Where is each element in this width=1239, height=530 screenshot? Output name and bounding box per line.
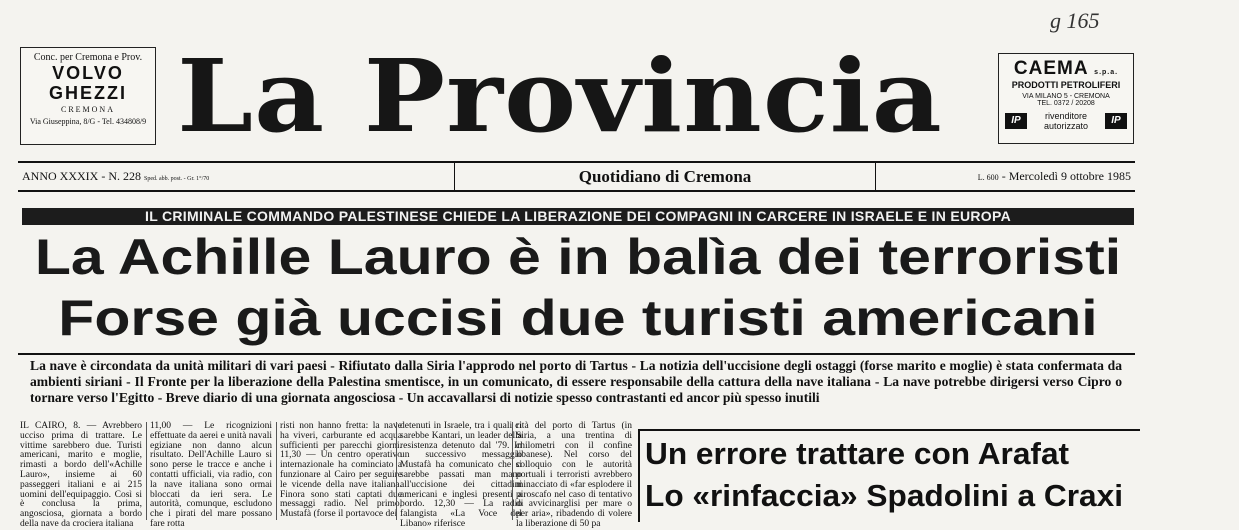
article-column-1: IL CAIRO, 8. — Avrebbero ucciso prima di trattare. Le vittime sarebbero due. Turisti americani, marito e moglie, rimasti a bordo dell'«Achille Lauro», insieme ai 60 passeggeri italiani e ai 215 uomini dell'equipaggio. Così si è conclusa la prima, angosciosa, giornata a bordo della nave da crociera italiana (20, 421, 142, 529)
caema-ad (998, 53, 1134, 144)
masthead-bar (18, 161, 1135, 192)
handwritten-note: g 165 (1050, 8, 1100, 33)
column-divider (396, 422, 397, 520)
ad-brand-ghezzi: GHEZZI (49, 83, 127, 103)
caema-dealer-row (999, 107, 1133, 131)
main-headline-1: La Achille Lauro è in balìa dei terroristi (34, 229, 1122, 285)
ad-address: Via Giuseppina, 8/G - Tel. 434808/9 (29, 117, 147, 126)
caema-subtitle: PRODOTTI PETROLIFERI (1011, 80, 1121, 90)
kicker-banner: IL CRIMINALE COMMANDO PALESTINESE CHIEDE LA LIBERAZIONE DEI COMPAGNI IN CARCERE IN ISRAELE E IN EUROPA (22, 208, 1134, 225)
side-headline-2: Lo «rinfaccia» Spadolini a Craxi (645, 478, 1123, 513)
ad-city: CREMONA (60, 105, 115, 114)
ad-brand-volvo: VOLVO (52, 63, 124, 83)
article-column-5: rità del porto di Tartus (in Siria, a una trentina di chilometri con il confine libanese). Nel corso del colloquio con le autorità portuali i terroristi avrebbero minacciato di «far esplodere il piroscafo nel caso di tentativo di avvicinarglisi per mare o per aria», ribadendo di volere la liberazione di 50 pa (516, 421, 632, 529)
caema-address: VIA MILANO 5 - CREMONA (1022, 93, 1110, 100)
main-headline-2: Forse già uccisi due turisti americani (58, 290, 1098, 346)
price-date: L. 600 - Mercoledì 9 ottobre 1985 (977, 169, 1131, 183)
ad-dealer-line: Conc. per Cremona e Prov. (33, 52, 143, 63)
caema-phone: TEL. 0372 / 20208 (1037, 100, 1095, 107)
column-divider (276, 422, 277, 520)
article-column-4: detenuti in Israele, tra i quali ci sarebbe Kantari, un leader della resistenza detenuto dal '79. In un successivo messaggio Mustafà ha comunicato che si sarebbe passati man mano all'uccisione dei cittadini americani e inglesi presenti a bordo. 12,30 — La radio falangista «La Voce del Libano» riferisce (400, 421, 522, 529)
newspaper-subtitle: Quotidiano di Cremona (454, 163, 876, 190)
ip-logo-icon: IP (1005, 113, 1027, 129)
article-summary: La nave è circondata da unità militari di vari paesi - Rifiutato dalla Siria l'approdo nel porto di Tartus - La notizia dell'uccisione degli ostaggi (forse marito e moglie) è stata confermata da ambienti siriani - Il Fronte per la liberazione della Palestina smentisce, in un comunicato, di essere responsabile della cattura della nave italiana - La nave potrebbe dirigersi verso Cipro o tornare verso l'Egitto - Breve diario di una giornata angosciosa - Un accavallarsi di notizie spesso contrastanti ed ancor più spesso inutili (30, 358, 1122, 405)
ip-logo-icon: IP (1105, 113, 1127, 129)
newspaper-title: La Provincia (177, 37, 943, 155)
article-column-3: risti non hanno fretta: la nave ha viveri, carburante ed acqua sufficienti per parecchi giorni. 11,30 — Un centro operativo internazionale ha cominciato a funzionare al Cairo per seguire le vicende della nave italiana. Finora sono stati captati due messaggi radio. Nel primo, Mustafà (forse il portavoce dei (280, 421, 402, 520)
article-column-2: 11,00 — Le ricognizioni effettuate da aerei e unità navali egiziane non danno alcun risultato. Dell'Achille Lauro si sono perse le tracce e anche i contatti ufficiali, via radio, con la nave italiana sono ormai bloccati da ieri sera. Le autorità, comunque, escludono che i pirati del mare possano fare rotta (150, 421, 272, 529)
volvo-ghezzi-ad (20, 47, 156, 145)
column-divider (146, 422, 147, 520)
dealer-text: rivenditore autorizzato (1043, 111, 1089, 131)
side-headline-1: Un errore trattare con Arafat (645, 436, 1070, 471)
issue-info: ANNO XXXIX - N. 228 Sped. abb. post. - Gr. 1°/70 (22, 169, 210, 183)
caema-brand: CAEMA s.p.a. (1013, 58, 1119, 79)
divider (18, 353, 1135, 355)
column-divider (512, 422, 513, 520)
